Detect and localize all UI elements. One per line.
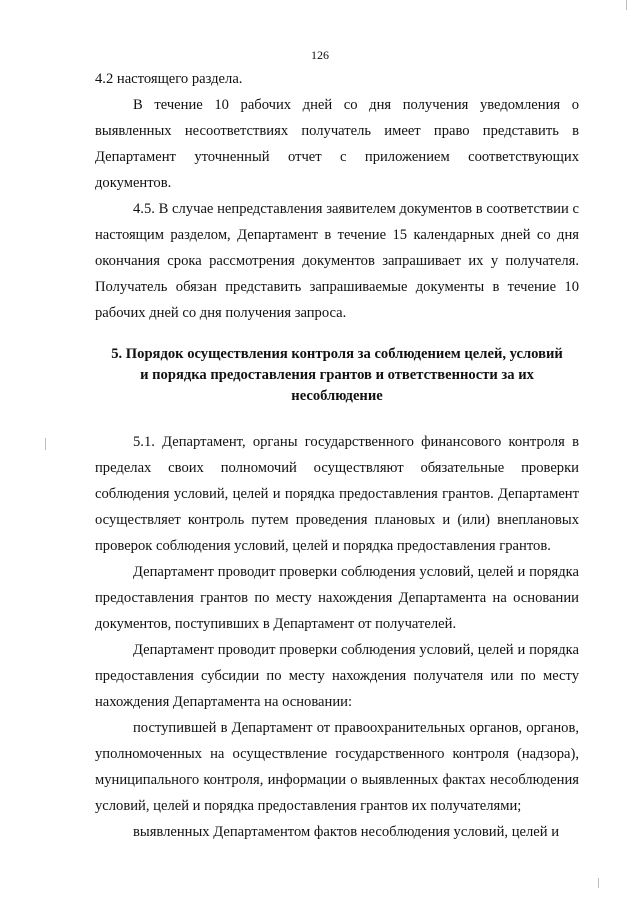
page-content xyxy=(95,66,579,845)
paragraph-continuation: 4.2 настоящего раздела. xyxy=(95,71,243,87)
section-heading-line-2: и порядка предоставления грантов и ответственности за их xyxy=(140,367,534,383)
paragraph-basis-external-info: поступившей в Департамент от правоохранительных органов, органов, уполномоченных на осуществление государственного контроля (надзора), муниципального контроля, информации о выявленных фактах несоблюдения условий, целей и порядка предоставления грантов их получателями; xyxy=(95,720,579,814)
paragraph-basis-department-findings: выявленных Департаментом фактов несоблюдения условий, целей и xyxy=(133,824,560,840)
scan-artifact-mark xyxy=(45,438,46,450)
section-heading-line-1: 5. Порядок осуществления контроля за соблюдением целей, условий xyxy=(111,346,563,362)
paragraph-5-1: 5.1. Департамент, органы государственного финансового контроля в пределах своих полномочий осуществляют обязательные проверки соблюдения условий, целей и порядка предоставления грантов. Департамент осуществляет контроль путем проведения плановых и (или) внеплановых проверок соблюдения условий, целей и порядка предоставления грантов. xyxy=(95,434,579,554)
scan-artifact-mark xyxy=(626,0,627,10)
paragraph-correction-period: В течение 10 рабочих дней со дня получения уведомления о выявленных несоответствиях получатель имеет право представить в Департамент уточненный отчет с приложением соответствующих документов. xyxy=(95,97,579,191)
section-heading-line-3: несоблюдение xyxy=(291,388,383,404)
paragraph-inspection-by-location: Департамент проводит проверки соблюдения условий, целей и порядка предоставления субсидии по месту нахождения получателя или по месту нахождения Департамента на основании: xyxy=(95,642,579,710)
paragraph-4-5: 4.5. В случае непредставления заявителем документов в соответствии с настоящим разделом, Департамент в течение 15 календарных дней со дня окончания срока рассмотрения документов запрашивает их у получателя. Получатель обязан представить запрашиваемые документы в течение 10 рабочих дней со дня получения запроса. xyxy=(95,201,579,321)
scan-artifact-mark xyxy=(598,878,599,888)
page-number: 126 xyxy=(311,48,329,62)
paragraph-inspection-by-documents: Департамент проводит проверки соблюдения условий, целей и порядка предоставления грантов по месту нахождения Департамента на основании документов, поступивших в Департамент от получателей. xyxy=(95,564,579,632)
section-5-heading xyxy=(95,344,579,407)
